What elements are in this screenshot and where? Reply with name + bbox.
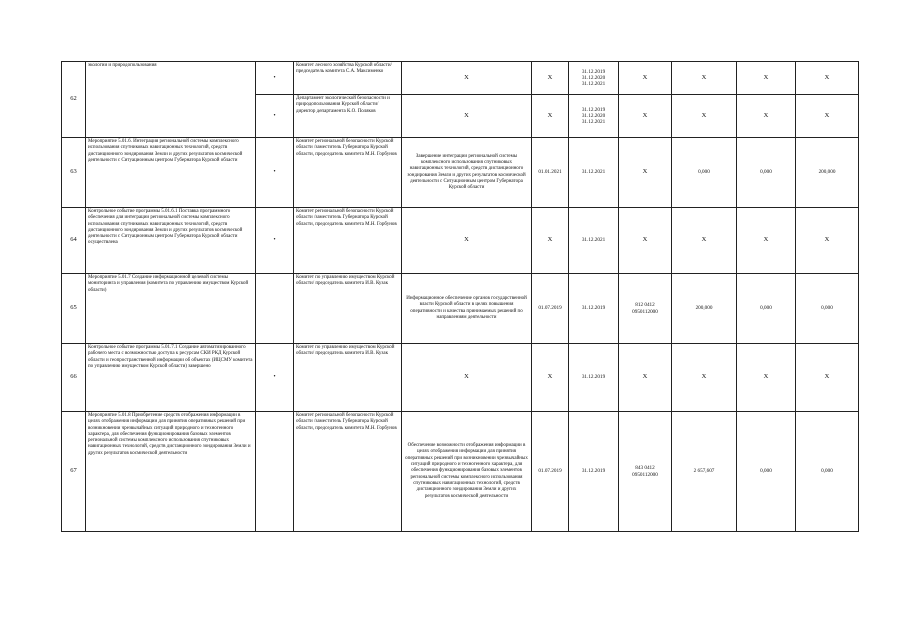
program-table [61,61,859,532]
end-date-cell: 31.12.2021 [569,138,619,208]
end-date-cell: 31.12.2019 [569,274,619,344]
bullet-mark: • [256,138,294,208]
document-sheet [61,61,858,533]
start-date-cell: Х [532,62,569,95]
kbk-cell: Х [619,344,672,412]
bullet-mark: • [256,95,294,138]
end-date: 31.12.2020 [581,74,606,81]
activity-cell: Мероприятие 5.01.8 Приобретение средств отображения информации в целях отображения информации для принятия оперативных решений при возникновении чрезвычайных ситуаций природного и техногенного характера, для обеспечения функционирования базовых элементов региональной системы комплексного использования спутниковых навигационных технологий, средств дистанционного зондирования Земли и других результатов космической деятельности [86,412,256,532]
row-number: 62 [62,62,86,138]
kbk-cell: Х [619,95,672,138]
end-date: 31.12.2019 [581,106,606,113]
end-date-cell: 31.12.2019 [569,344,619,412]
end-date-cell [569,95,619,138]
end-date-cell: 31.12.2021 [569,208,619,274]
kbk-line: 0950112000 [632,471,658,478]
value-2019-cell: Х [672,62,737,95]
value-2020-cell: Х [737,344,796,412]
value-2020-cell: 0,000 [737,412,796,532]
value-2019-cell: 200,000 [672,274,737,344]
kbk-cell: Х [619,208,672,274]
end-date: 31.12.2021 [581,119,606,126]
value-2020-cell: Х [737,208,796,274]
kbk-line: 843 0412 [635,465,655,472]
value-2021-cell: 200,000 [796,138,859,208]
kbk-cell: Х [619,62,672,95]
start-date-cell: 01.07.2019 [532,412,569,532]
end-date-cell: 31.12.2019 [569,412,619,532]
activity-cell: Контрольное событие программы 5.01.7.1 Создание автоматизированного рабочего места с возможностью доступа к ресурсам СКИ РКД Курской области и геопространственной информации об объектах (ИЦСМУ комитета по управлению имуществом Курской области) завершено [86,344,256,412]
value-2021-cell: Х [796,62,859,95]
end-date-cell [569,62,619,95]
executor-cell: Департамент экологической безопасности и природопользования Курской области/ директор департамента К.О. Поляков [294,95,402,138]
activity-cell: Мероприятие 5.01.6. Интеграция региональной системы комплексного использования спутниковых навигационных технологий, средств дистанционного зондирования Земли и других результатов космической деятельности с Ситуационным центром Губернатора Курской области [86,138,256,208]
kbk-cell [619,274,672,344]
value-2019-cell: 2 657,607 [672,412,737,532]
result-cell: Обеспечение возможности отображения информации в целях отображения информации для принятия оперативных решений при возникновении чрезвычайных ситуаций природного и техногенного характера, для обеспечения функционирования базовых элементов региональной системы комплексного использования спутниковых навигационных технологий, средств дистанционного зондирования Земли и других результатов космической деятельности [402,412,532,532]
table-row [62,412,859,532]
table-row [62,208,859,274]
value-2020-cell: Х [737,62,796,95]
executor-cell: Комитет по управлению имуществом Курской области/ председатель комитета И.В. Кузак [294,274,402,344]
kbk-line: 812 0412 [635,302,655,309]
bullet-mark: • [256,344,294,412]
row-number: 65 [62,274,86,344]
kbk-cell [619,412,672,532]
kbk-line: 0950112000 [632,308,658,315]
row-number: 66 [62,344,86,412]
value-2020-cell: 0,000 [737,274,796,344]
start-date-cell: 01.01.2021 [532,138,569,208]
value-2021-cell: Х [796,95,859,138]
value-2019-cell: Х [672,344,737,412]
value-2020-cell: Х [737,95,796,138]
value-2021-cell: 0,000 [796,412,859,532]
bullet-mark: • [256,62,294,95]
value-2021-cell: 0,000 [796,274,859,344]
bullet-mark [256,412,294,532]
start-date-cell: Х [532,208,569,274]
value-2021-cell: Х [796,344,859,412]
start-date-cell: Х [532,95,569,138]
executor-cell: Комитет региональной безопасности Курской области /заместитель Губернатора Курской области, председатель комитета М.Н. Горбунов [294,138,402,208]
kbk-cell: Х [619,138,672,208]
executor-cell: Комитет по управлению имуществом Курской области/ председатель комитета И.В. Кузак [294,344,402,412]
activity-cell: Контрольное событие программы 5.01.6.1 Поставка программного обеспечения для интеграции региональной системы комплексного использования спутниковых навигационных технологий, средств дистанционного зондирования Земли и других результатов космической деятельности с Ситуационным центром Губернатора Курской области осуществлена [86,208,256,274]
activity-cell: Мероприятие 5.01.7 Создание информационной целевой системы мониторинга и управления (комитета по управлению имуществом Курской области) [86,274,256,344]
table-row [62,138,859,208]
value-2019-cell: Х [672,208,737,274]
executor-cell: Комитет лесного хозяйства Курской области/председатель комитета С.А. Максименко [294,62,402,95]
result-cell: Х [402,62,532,95]
value-2019-cell: 0,000 [672,138,737,208]
result-cell: Х [402,344,532,412]
table-row [62,344,859,412]
result-cell: Х [402,95,532,138]
bullet-mark [256,274,294,344]
activity-cell: экологии и природопользования [86,62,256,138]
result-cell: Х [402,208,532,274]
table-row [62,274,859,344]
start-date-cell: Х [532,344,569,412]
value-2019-cell: Х [672,95,737,138]
table-row [62,62,859,95]
row-number: 63 [62,138,86,208]
end-date: 31.12.2021 [581,81,606,88]
value-2020-cell: 0,000 [737,138,796,208]
start-date-cell: 01.07.2019 [532,274,569,344]
executor-cell: Комитет региональной безопасности Курской области /заместитель Губернатора Курской области, председатель комитета М.Н. Горбунов [294,412,402,532]
end-date: 31.12.2020 [581,112,606,119]
row-number: 67 [62,412,86,532]
bullet-mark: • [256,208,294,274]
result-cell: Завершение интеграции региональной системы комплексного использования спутниковых навигационных технологий, средств дистанционного зондирования Земли и других результатов космической деятельности с Ситуационным центром Губернатора Курской области [402,138,532,208]
executor-cell: Комитет региональной безопасности Курской области /заместитель Губернатора Курской области, председатель комитета М.Н. Горбунов [294,208,402,274]
end-date: 31.12.2019 [581,68,606,75]
result-cell: Информационное обеспечение органов государственной власти Курской области в целях повышения оперативности и качества принимаемых решений по направлениям деятельности [402,274,532,344]
row-number: 64 [62,208,86,274]
value-2021-cell: Х [796,208,859,274]
